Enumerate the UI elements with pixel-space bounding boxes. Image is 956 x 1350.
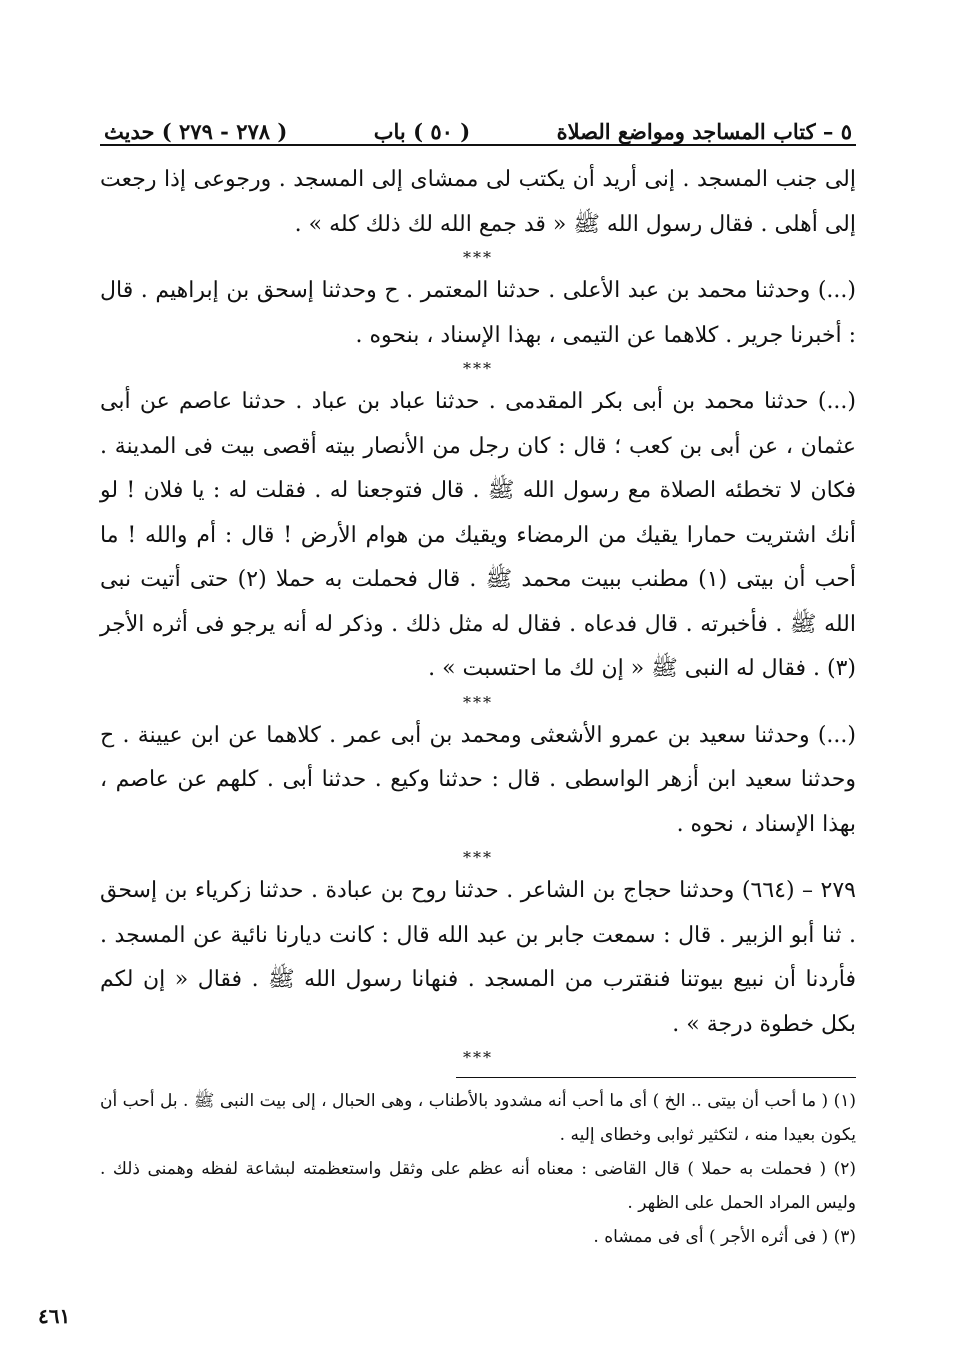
footnotes [100,1084,856,1254]
header-hadith-range: ( ٢٧٨ - ٢٧٩ ) حديث [104,119,288,144]
separator-stars: *** [463,1048,493,1067]
footnote-2: (٢) ( فحملت به حملا ) قال القاضى : معناه أنه عظم على وثقل واستعظمته لبشاعة لفظه وهمنى ذلك . وليس المراد الحمل على الظهر . [100,1159,856,1213]
footnote-3: (٣) ( فى أثره الأجر ) أى فى ممشاه . [593,1227,856,1247]
paragraph-3: (...) حدثنا محمد بن أبى بكر المقدمى . حدثنا عباد بن عباد . حدثنا عاصم عن أبى عثمان ، عن أبى بن كعب ؛ قال : كان رجل من الأنصار بيته أقصى بيت فى المدينة . فكان لا تخطئه الصلاة مع رسول الله ﷺ . قال فتوجعنا له . فقلت له : يا فلان ! لو أنك اشتريت حمارا يقيك من الرمضاء ويقيك من هوام الأرض ! قال : أم والله ! ما أحب أن بيتى (١) مطنب ببيت محمد ﷺ . قال فحملت به حملا (٢) حتى أتيت نبى الله ﷺ . فأخبرته . قال فدعاه . فقال له مثل ذلك . وذكر له أنه يرجو فى أثره الأجر (٣) . فقال له النبى ﷺ « إن لك ما احتسبت » . [100,389,856,681]
page-number: ٤٦١ [38,1304,71,1328]
separator-stars: *** [463,248,493,267]
footnote-divider [456,1077,856,1078]
header-chapter: ٥ – كتاب المساجد ومواضع الصلاة [556,119,852,144]
paragraph-1: إلى جنب المسجد . إنى أريد أن يكتب لى ممشاى إلى المسجد . ورجوعى إذا رجعت إلى أهلى . فقال رسول الله ﷺ « قد جمع الله لك ذلك كله » . [100,167,856,237]
paragraph-5: ٢٧٩ – (٦٦٤) وحدثنا حجاج بن الشاعر . حدثنا روح بن عبادة . حدثنا زكرياء بن إسحق . ثنا أبو الزبير . قال : سمعت جابر بن عبد الله قال : كانت ديارنا نائية عن المسجد . فأردنا أن نبيع بيوتنا فنقترب من المسجد . فنهانا رسول الله ﷺ . فقال « إن لكم بكل خطوة درجة » . [100,878,856,1037]
page [100,108,856,1310]
paragraph-2: (...) وحدثنا محمد بن عبد الأعلى . حدثنا المعتمر . ح وحدثنا إسحق بن إبراهيم . قال : أخبرنا جرير . كلاهما عن التيمى ، بهذا الإسناد ، بنحوه . [100,278,856,348]
running-header [100,108,856,146]
separator-stars: *** [463,692,493,712]
footnote-1: (١) ( ما أحب أن بيتى .. الخ ) أى ما أحب أنه مشدود بالأطناب ، وهى الحبال ، إلى بيت النبى ﷺ . بل أحب أن يكون بعيدا منه ، لتكثير ثوابى وخطاى إليه . [100,1091,856,1145]
separator-stars: *** [463,359,493,378]
separator-stars: *** [463,848,493,867]
main-text [100,158,856,1067]
paragraph-4: (...) وحدثنا سعيد بن عمرو الأشعثى ومحمد بن أبى عمر . كلاهما عن ابن عيينة . ح وحدثنا سعيد ابن أزهر الواسطى . قال : حدثنا وكيع . حدثنا أبى . كلهم عن عاصم ، بهذا الإسناد ، نحوه . [100,722,856,837]
header-section: ( ٥٠ ) باب [373,119,471,144]
